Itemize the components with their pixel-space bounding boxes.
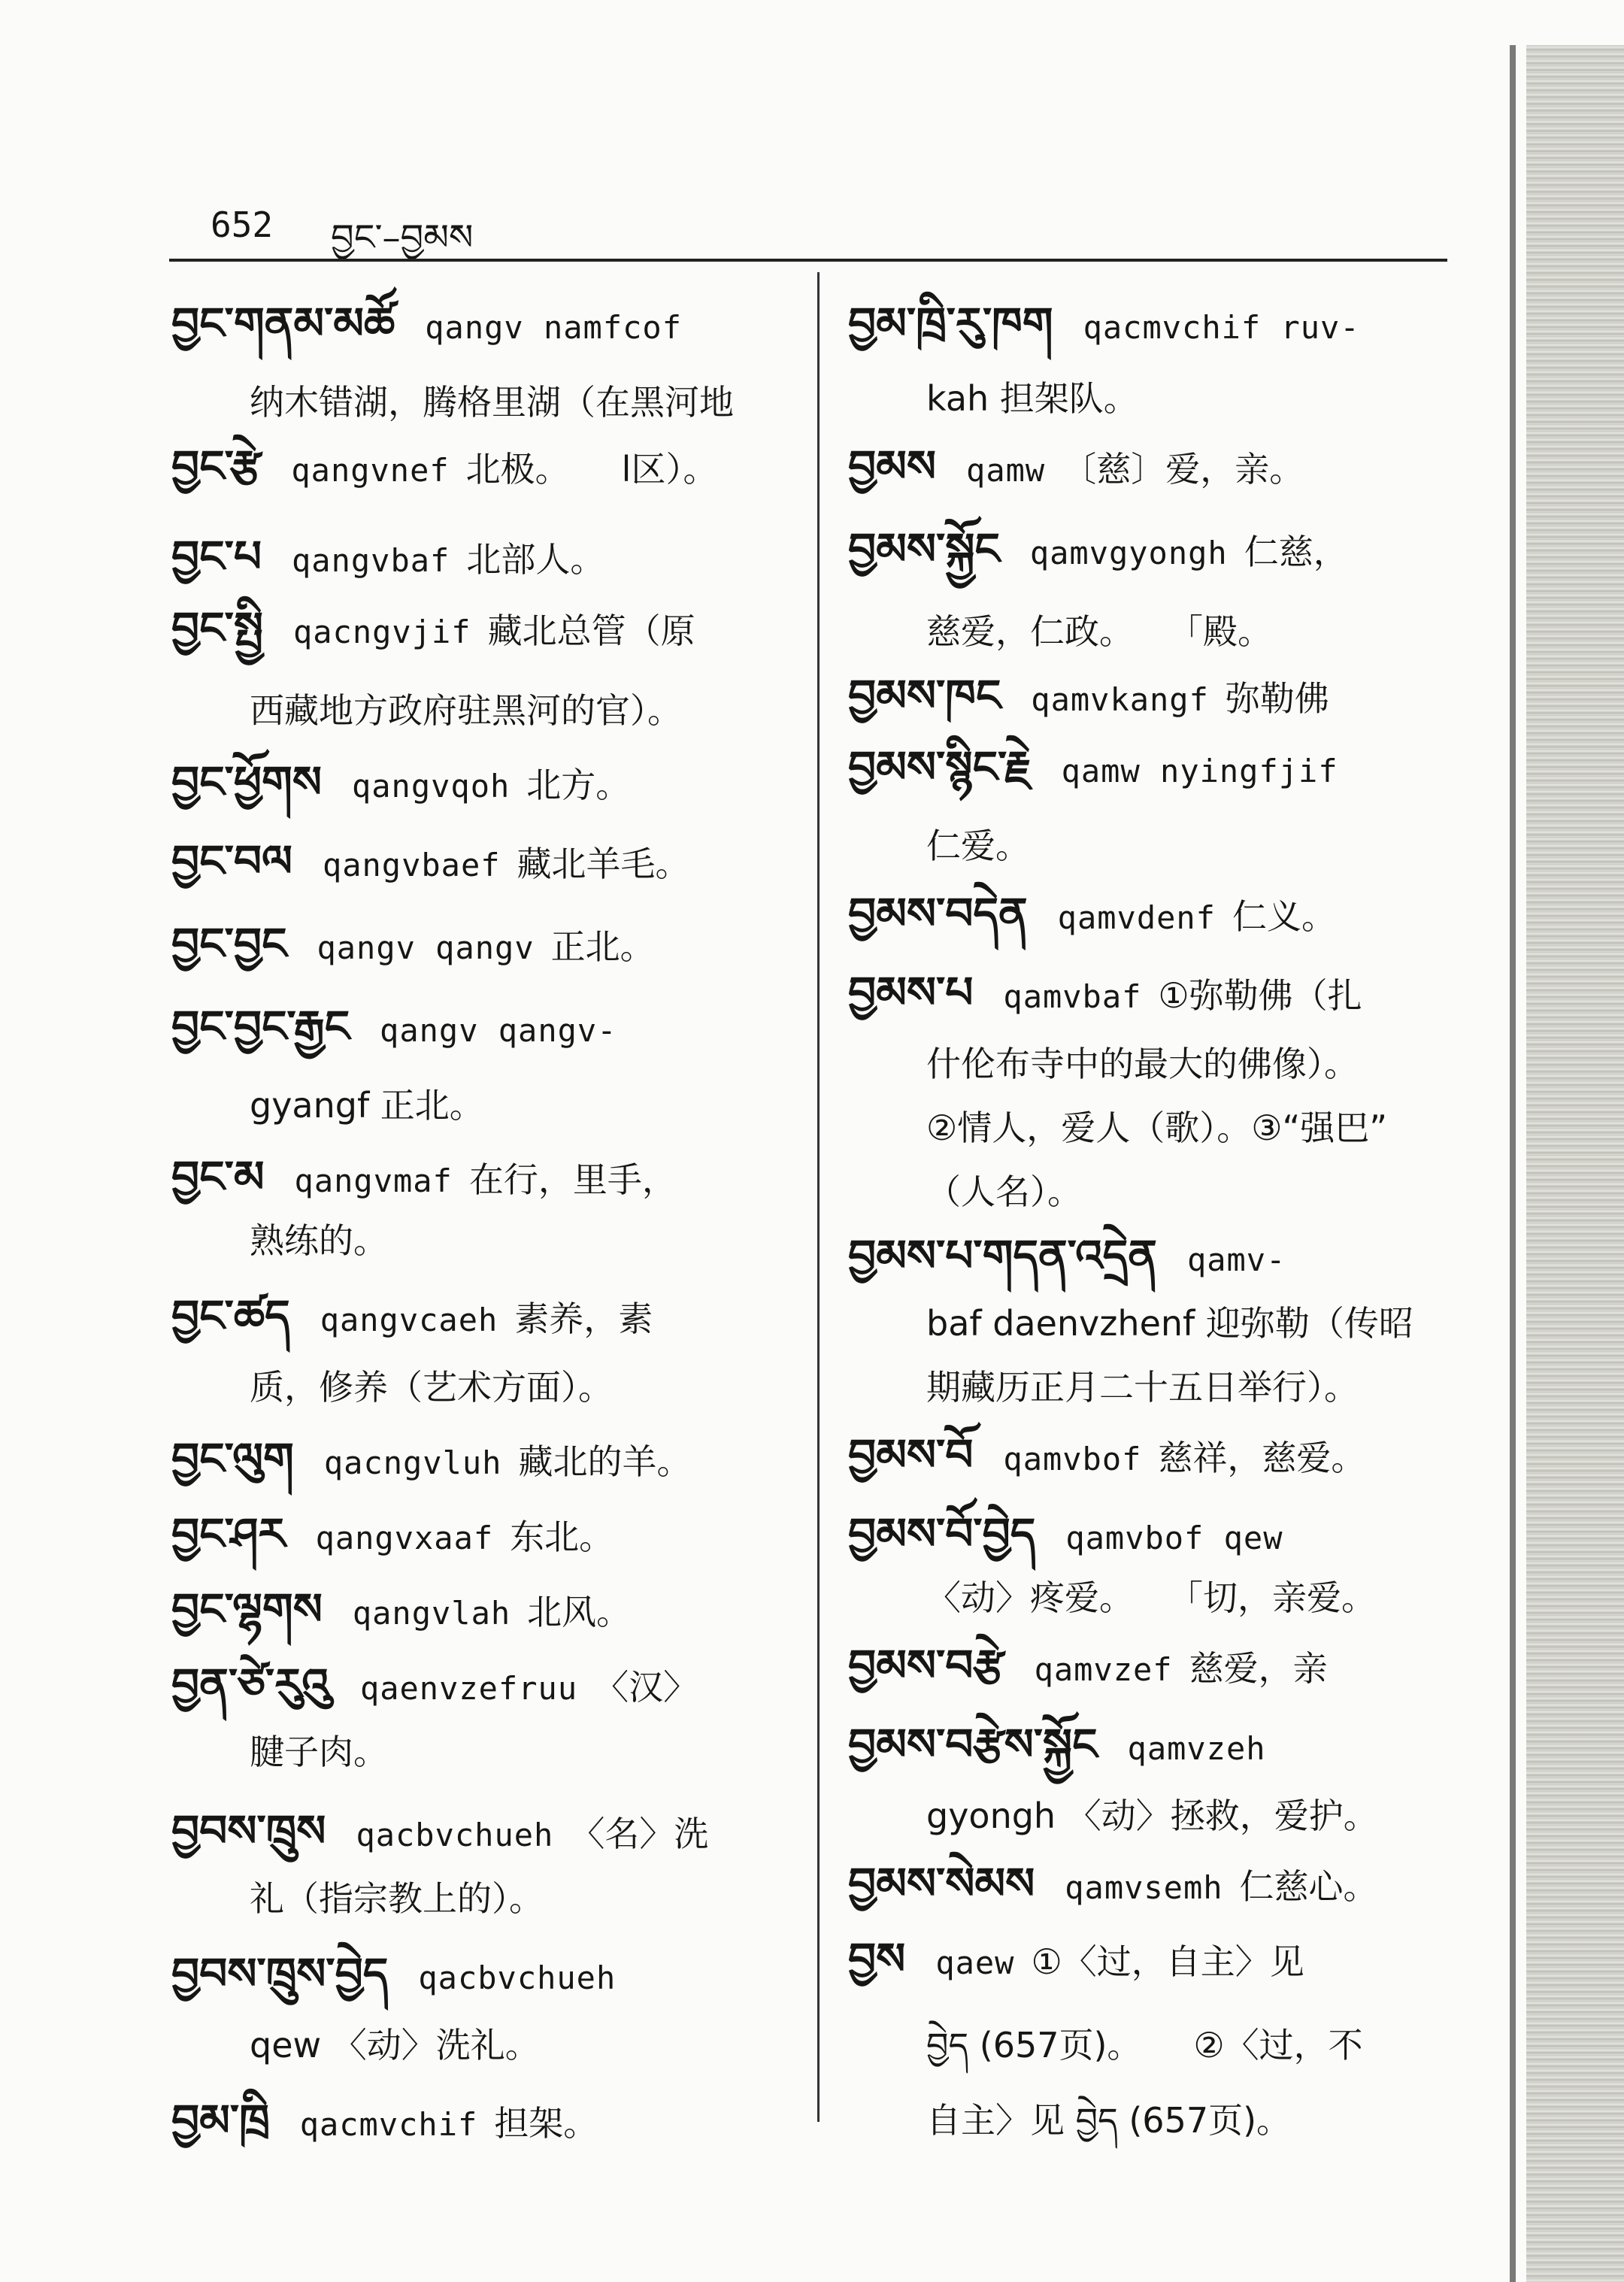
tibetan-headword: བྱམས་བརྩེ bbox=[848, 1640, 1004, 1691]
header-rule bbox=[169, 259, 1447, 262]
tibetan-headword: བྱང་གནམ་མཚོ bbox=[171, 298, 395, 349]
entry-continuation-line bbox=[926, 1169, 1082, 1216]
definition-text: 藏北的羊。 bbox=[518, 1441, 692, 1482]
tibetan-headword: བྱམས་སེམས bbox=[848, 1858, 1035, 1909]
entry-first-line bbox=[848, 670, 1329, 723]
entry-first-line bbox=[171, 531, 605, 583]
pronunciation: qamvbof bbox=[1003, 1441, 1142, 1477]
entry-first-line bbox=[848, 1933, 1304, 1986]
pronunciation: qamv- bbox=[1186, 1241, 1286, 1278]
entry-first-line bbox=[171, 1151, 677, 1204]
entry-continuation-line bbox=[926, 609, 1272, 656]
entry-first-line bbox=[171, 1508, 614, 1561]
tibetan-headword: བྱང་བལ bbox=[171, 835, 292, 886]
tibetan-headword: བྱང་བྱང bbox=[171, 918, 287, 969]
definition-text: 礼（指宗教上的）。 bbox=[250, 1878, 544, 1919]
definition-text: 东北。 bbox=[510, 1517, 614, 1557]
entry-first-line bbox=[848, 1508, 1300, 1561]
entry-first-line bbox=[171, 1583, 632, 1636]
pronunciation: qangv namfcof bbox=[425, 309, 682, 346]
entry-first-line bbox=[171, 441, 718, 493]
definition-text: 期藏历正月二十五日举行）。 bbox=[926, 1367, 1359, 1408]
tibetan-headword: བྱབས་ཁྲུས bbox=[171, 1805, 326, 1856]
tibetan-headword: བྱང་སྤྱི bbox=[171, 602, 263, 653]
entry-first-line bbox=[848, 888, 1336, 941]
pronunciation: qamvgyongh bbox=[1029, 535, 1228, 571]
definition-text: 北极。 l区）。 bbox=[465, 449, 718, 489]
pronunciation: qangvlah bbox=[352, 1595, 511, 1632]
entry-first-line bbox=[171, 1290, 653, 1343]
definition-text: qew 〈动〉洗礼。 bbox=[250, 2025, 540, 2065]
entry-first-line bbox=[171, 1948, 632, 2001]
pronunciation: qacmvchif ruv- bbox=[1083, 309, 1360, 346]
entry-first-line bbox=[848, 1640, 1328, 1693]
tibetan-headword: བྱམ་ཁྲི་རུ་ཁག bbox=[848, 298, 1053, 349]
definition-text: 北方。 bbox=[526, 765, 631, 805]
pronunciation: qamvzef bbox=[1034, 1651, 1173, 1688]
entry-continuation-line bbox=[926, 1575, 1376, 1622]
pronunciation: qacbvchueh bbox=[356, 1817, 554, 1853]
definition-text: kah 担架队。 bbox=[926, 378, 1138, 419]
tibetan-headword: བྱམས་བོ་བྱེད bbox=[848, 1508, 1036, 1559]
entry-first-line bbox=[848, 441, 1304, 493]
definition-text: 纳木错湖，腾格里湖（在黑河地 bbox=[250, 382, 734, 423]
definition-text: 仁爱。 bbox=[926, 826, 1030, 866]
entry-first-line bbox=[848, 967, 1362, 1020]
tibetan-headword: བྱང་རྩེ bbox=[171, 441, 262, 492]
entry-continuation-line bbox=[250, 1876, 544, 1923]
tibetan-headword: བྱང་བྱང་རྒྱང bbox=[171, 1001, 350, 1052]
definition-text: 〈汉〉 bbox=[594, 1667, 698, 1708]
definition-text: gyongh 〈动〉拯救，爱护。 bbox=[926, 1796, 1378, 1836]
pronunciation: qangvqoh bbox=[351, 768, 511, 805]
pronunciation: qacngvjif bbox=[292, 614, 471, 650]
tibetan-headword: བྱམས་པ bbox=[848, 967, 974, 1018]
definition-text: 北部人。 bbox=[466, 539, 605, 580]
tibetan-headword: བྱམས་བོ bbox=[848, 1429, 974, 1480]
tibetan-headword: བྱང་ལུག bbox=[171, 1433, 294, 1484]
definition-text: ①〈过，自主〉见 bbox=[1031, 1941, 1304, 1982]
entry-continuation-line bbox=[926, 2023, 1363, 2069]
entry-continuation-line bbox=[250, 2023, 540, 2069]
tibetan-headword: བྱམས་སྐྱོང bbox=[848, 523, 1000, 574]
definition-text: ①弥勒佛（扎 bbox=[1158, 975, 1362, 1016]
entry-first-line bbox=[171, 756, 631, 809]
tibetan-headword: བྱན་ཙེ་རུའུ bbox=[171, 1659, 330, 1710]
definition-text: 仁慈， bbox=[1244, 532, 1348, 572]
entry-first-line bbox=[848, 1719, 1283, 1771]
pronunciation: qangv qangv- bbox=[380, 1012, 617, 1049]
definition-text: baf daenvzhenf 迎弥勒（传昭 bbox=[926, 1303, 1413, 1344]
tibetan-headword: བྱང་ལྷགས bbox=[171, 1583, 323, 1635]
pronunciation: qamvbaf bbox=[1003, 978, 1142, 1015]
page-number: 652 bbox=[211, 205, 274, 245]
entry-first-line bbox=[171, 835, 690, 888]
definition-text: 〈名〉洗 bbox=[570, 1814, 709, 1854]
definition-text: 素养，素 bbox=[514, 1299, 653, 1339]
definition-text: བྱེད (657页)。 ②〈过，不 bbox=[926, 2025, 1363, 2065]
definition-text: 藏北羊毛。 bbox=[517, 844, 690, 884]
entry-continuation-line bbox=[926, 1041, 1359, 1088]
pronunciation: qangvmaf bbox=[294, 1162, 453, 1199]
tibetan-headword: བྱང་མ bbox=[171, 1151, 265, 1202]
entry-continuation-line bbox=[926, 1365, 1359, 1411]
tibetan-headword: བྱམས་སྙིང་རྗེ bbox=[848, 741, 1032, 792]
definition-text: 慈爱，仁政。 「殿。 bbox=[926, 611, 1272, 652]
definition-text: 仁慈心。 bbox=[1239, 1866, 1378, 1907]
tibetan-headword: བྱམས bbox=[848, 441, 937, 492]
pronunciation: qamvbof qew bbox=[1065, 1520, 1283, 1556]
entry-first-line bbox=[171, 298, 698, 350]
pronunciation: qacngvluh bbox=[323, 1444, 502, 1481]
pronunciation: qamvkangf bbox=[1031, 681, 1209, 718]
entry-first-line bbox=[171, 1433, 692, 1486]
entry-continuation-line bbox=[250, 1218, 388, 1265]
entry-first-line bbox=[848, 1858, 1378, 1911]
definition-text: 在行，里手， bbox=[468, 1159, 677, 1200]
pronunciation: qangvxaaf bbox=[315, 1520, 494, 1556]
pronunciation: qacmvchif bbox=[299, 2106, 478, 2143]
pronunciation: qangvcaeh bbox=[320, 1302, 498, 1338]
entry-first-line bbox=[171, 1805, 709, 1858]
pronunciation: qamw bbox=[966, 452, 1046, 489]
definition-text: 腱子肉。 bbox=[250, 1732, 388, 1772]
definition-text: 仁义。 bbox=[1232, 896, 1336, 937]
entry-continuation-line bbox=[250, 1365, 613, 1411]
definition-text: 北风。 bbox=[527, 1592, 632, 1632]
entry-first-line bbox=[171, 602, 695, 655]
entry-first-line bbox=[848, 1429, 1366, 1482]
pronunciation: qaenvzefruu bbox=[359, 1670, 578, 1707]
pronunciation: qamw nyingfjif bbox=[1061, 753, 1338, 789]
tibetan-headword: བྱང་ཤར bbox=[171, 1508, 286, 1559]
definition-text: gyangf 正北。 bbox=[250, 1085, 484, 1126]
tibetan-headword: བྱམས་བདེན bbox=[848, 888, 1028, 939]
definition-text: 熟练的。 bbox=[250, 1220, 388, 1261]
pronunciation: qamvsemh bbox=[1065, 1869, 1223, 1906]
entry-first-line bbox=[171, 2095, 598, 2147]
pronunciation: qamvdenf bbox=[1057, 899, 1216, 936]
tibetan-headword: བྱང་ཚད bbox=[171, 1290, 290, 1341]
definition-text: 自主〉见 བྱེད (657页)。 bbox=[926, 2100, 1292, 2141]
tibetan-headword: བྱས bbox=[848, 1933, 906, 1984]
entry-continuation-line bbox=[250, 1729, 388, 1776]
definition-text: 藏北总管（原 bbox=[487, 611, 695, 651]
definition-text: （人名）。 bbox=[926, 1171, 1082, 1212]
entry-continuation-line bbox=[250, 1083, 484, 1129]
entry-continuation-line bbox=[926, 376, 1138, 423]
tibetan-headword: བྱམས་བརྩེས་སྐྱོང bbox=[848, 1719, 1098, 1770]
tibetan-headword: བྱང་ཕྱོགས bbox=[171, 756, 322, 808]
pronunciation: qangvnef bbox=[291, 452, 450, 489]
entry-first-line bbox=[848, 1230, 1302, 1283]
entry-continuation-line bbox=[250, 688, 682, 735]
entry-first-line bbox=[848, 741, 1355, 794]
pronunciation: qangvbaef bbox=[322, 847, 501, 883]
definition-text: 弥勒佛 bbox=[1225, 678, 1329, 719]
entry-continuation-line bbox=[926, 1105, 1387, 1152]
tibetan-headword: བྱམས་ཁང bbox=[848, 670, 1001, 721]
tibetan-headword: བྱང་པ bbox=[171, 531, 262, 582]
scanned-page-edge bbox=[1526, 45, 1624, 2282]
definition-text: 西藏地方政府驻黑河的官）。 bbox=[250, 690, 682, 731]
definition-text: ②情人，爱人（歌）。③“强巴” bbox=[926, 1108, 1388, 1148]
pronunciation: qangvbaf bbox=[292, 542, 450, 579]
tibetan-headword: བྱམས་པ་གདན་འདྲེན bbox=[848, 1230, 1157, 1281]
definition-text: 慈爱，亲 bbox=[1189, 1648, 1328, 1689]
pronunciation: qangv qangv bbox=[317, 929, 535, 966]
pronunciation: qacbvchueh bbox=[418, 1959, 617, 1996]
entry-continuation-line bbox=[926, 1301, 1413, 1347]
definition-text: 慈祥，慈爱。 bbox=[1158, 1438, 1366, 1478]
definition-text: 质，修养（艺术方面）。 bbox=[250, 1367, 613, 1408]
running-head: བྱང་–བྱམས bbox=[331, 217, 474, 259]
pronunciation: qamvzeh bbox=[1127, 1730, 1266, 1767]
tibetan-headword: བྱམ་ཁྲི bbox=[171, 2095, 270, 2146]
entry-continuation-line bbox=[250, 380, 734, 426]
entry-continuation-line bbox=[926, 1793, 1378, 1840]
definition-text: 〔慈〕爱，亲。 bbox=[1062, 449, 1304, 489]
entry-first-line bbox=[171, 918, 655, 971]
entry-first-line bbox=[171, 1659, 698, 1711]
definition-text: 担架。 bbox=[494, 2103, 598, 2144]
entry-continuation-line bbox=[926, 2098, 1291, 2144]
entry-first-line bbox=[171, 1001, 633, 1053]
pronunciation: qaew bbox=[935, 1944, 1015, 1981]
column-divider bbox=[817, 272, 820, 2122]
entry-continuation-line bbox=[926, 823, 1030, 870]
definition-text: 正北。 bbox=[550, 926, 655, 967]
tibetan-headword: བྱབས་ཁྲུས་བྱེད bbox=[171, 1948, 389, 1999]
entry-first-line bbox=[848, 523, 1348, 576]
entry-first-line bbox=[848, 298, 1377, 350]
definition-text: 什伦布寺中的最大的佛像）。 bbox=[926, 1044, 1359, 1084]
definition-text: 〈动〉疼爱。 「切，亲爱。 bbox=[926, 1577, 1376, 1618]
